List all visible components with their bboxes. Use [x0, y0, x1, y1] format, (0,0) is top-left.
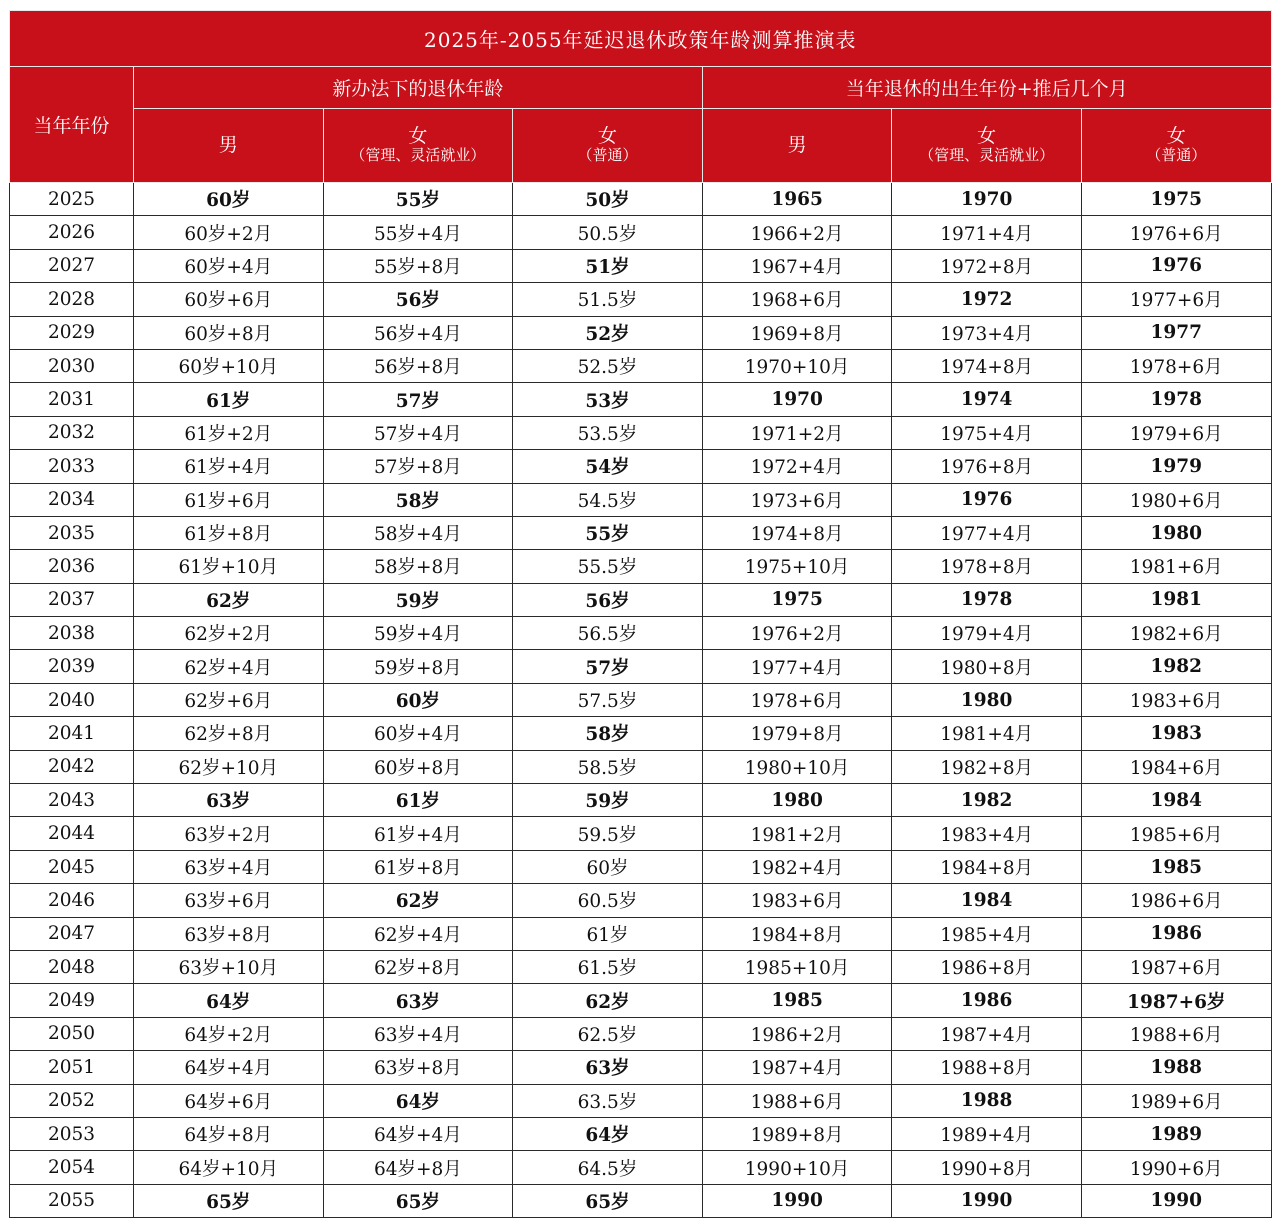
table-row — [10, 1084, 1272, 1117]
cell-female-normal-birth: 1981 — [1081, 583, 1271, 616]
cell-female-mgmt-birth: 1985+4月 — [892, 917, 1082, 950]
cell-female-mgmt-birth: 1983+4月 — [892, 817, 1082, 850]
cell-female-normal-age: 50岁 — [513, 183, 703, 216]
cell-male-age: 62岁+8月 — [134, 717, 324, 750]
cell-male-birth: 1972+4月 — [702, 450, 892, 483]
header-female-normal-birth: 女 （普通） — [1081, 109, 1271, 183]
cell-year: 2054 — [10, 1151, 134, 1184]
cell-male-birth: 1973+6月 — [702, 483, 892, 516]
cell-female-normal-birth: 1980 — [1081, 516, 1271, 549]
table-row — [10, 850, 1272, 883]
table-row — [10, 383, 1272, 416]
cell-female-mgmt-birth: 1990+8月 — [892, 1151, 1082, 1184]
cell-female-mgmt-age: 65岁 — [323, 1184, 513, 1217]
cell-female-normal-birth: 1987+6月 — [1081, 950, 1271, 983]
cell-female-mgmt-birth: 1974+8月 — [892, 349, 1082, 382]
cell-male-birth: 1969+8月 — [702, 316, 892, 349]
table-row — [10, 183, 1272, 216]
cell-year: 2052 — [10, 1084, 134, 1117]
cell-female-normal-birth: 1976+6月 — [1081, 216, 1271, 249]
cell-female-normal-birth: 1977 — [1081, 316, 1271, 349]
table-row — [10, 1151, 1272, 1184]
cell-female-normal-birth: 1976 — [1081, 249, 1271, 282]
cell-male-age: 61岁 — [134, 383, 324, 416]
cell-female-mgmt-birth: 1982 — [892, 784, 1082, 817]
cell-female-normal-age: 62岁 — [513, 984, 703, 1017]
retirement-table-container — [9, 10, 1271, 1218]
cell-year: 2027 — [10, 249, 134, 282]
cell-female-mgmt-birth: 1971+4月 — [892, 216, 1082, 249]
cell-female-normal-birth: 1985 — [1081, 850, 1271, 883]
cell-female-normal-age: 54岁 — [513, 450, 703, 483]
cell-female-mgmt-age: 56岁 — [323, 283, 513, 316]
cell-female-normal-birth: 1989 — [1081, 1117, 1271, 1150]
cell-female-normal-age: 52.5岁 — [513, 349, 703, 382]
cell-year: 2034 — [10, 483, 134, 516]
cell-male-birth: 1990+10月 — [702, 1151, 892, 1184]
cell-female-mgmt-age: 61岁 — [323, 784, 513, 817]
cell-year: 2055 — [10, 1184, 134, 1217]
retirement-age-table — [9, 10, 1272, 1218]
cell-male-age: 60岁+10月 — [134, 349, 324, 382]
cell-female-mgmt-age: 62岁+4月 — [323, 917, 513, 950]
cell-male-birth: 1975+10月 — [702, 550, 892, 583]
cell-female-normal-age: 57.5岁 — [513, 683, 703, 716]
cell-female-mgmt-birth: 1973+4月 — [892, 316, 1082, 349]
cell-female-normal-birth: 1984 — [1081, 784, 1271, 817]
cell-female-mgmt-birth: 1989+4月 — [892, 1117, 1082, 1150]
table-row — [10, 884, 1272, 917]
table-row — [10, 984, 1272, 1017]
cell-year: 2037 — [10, 583, 134, 616]
cell-female-normal-age: 65岁 — [513, 1184, 703, 1217]
cell-male-birth: 1966+2月 — [702, 216, 892, 249]
cell-female-normal-birth: 1978+6月 — [1081, 349, 1271, 382]
cell-year: 2046 — [10, 884, 134, 917]
cell-female-normal-birth: 1989+6月 — [1081, 1084, 1271, 1117]
header-female-mgmt-age: 女 （管理、灵活就业） — [323, 109, 513, 183]
cell-male-birth: 1984+8月 — [702, 917, 892, 950]
cell-male-birth: 1975 — [702, 583, 892, 616]
cell-male-age: 63岁+8月 — [134, 917, 324, 950]
cell-female-normal-birth: 1985+6月 — [1081, 817, 1271, 850]
cell-male-age: 63岁 — [134, 784, 324, 817]
cell-female-mgmt-age: 57岁+4月 — [323, 416, 513, 449]
cell-female-mgmt-birth: 1987+4月 — [892, 1017, 1082, 1050]
cell-female-normal-birth: 1982 — [1081, 650, 1271, 683]
cell-male-birth: 1981+2月 — [702, 817, 892, 850]
cell-female-normal-age: 50.5岁 — [513, 216, 703, 249]
cell-female-mgmt-birth: 1975+4月 — [892, 416, 1082, 449]
cell-year: 2044 — [10, 817, 134, 850]
cell-year: 2030 — [10, 349, 134, 382]
cell-female-normal-birth: 1979+6月 — [1081, 416, 1271, 449]
table-row — [10, 1184, 1272, 1217]
cell-female-mgmt-birth: 1988+8月 — [892, 1051, 1082, 1084]
cell-male-birth: 1977+4月 — [702, 650, 892, 683]
cell-female-mgmt-birth: 1970 — [892, 183, 1082, 216]
cell-year: 2051 — [10, 1051, 134, 1084]
cell-female-normal-birth: 1986 — [1081, 917, 1271, 950]
cell-female-normal-age: 53岁 — [513, 383, 703, 416]
table-row — [10, 450, 1272, 483]
cell-female-mgmt-age: 59岁+4月 — [323, 617, 513, 650]
cell-year: 2032 — [10, 416, 134, 449]
cell-female-normal-age: 63岁 — [513, 1051, 703, 1084]
table-row — [10, 750, 1272, 783]
cell-year: 2041 — [10, 717, 134, 750]
cell-male-age: 62岁+2月 — [134, 617, 324, 650]
cell-female-normal-age: 59岁 — [513, 784, 703, 817]
cell-male-age: 64岁+4月 — [134, 1051, 324, 1084]
cell-male-birth: 1976+2月 — [702, 617, 892, 650]
cell-female-normal-birth: 1977+6月 — [1081, 283, 1271, 316]
cell-female-mgmt-age: 60岁+4月 — [323, 717, 513, 750]
cell-female-mgmt-age: 64岁+8月 — [323, 1151, 513, 1184]
cell-male-age: 64岁+10月 — [134, 1151, 324, 1184]
cell-year: 2049 — [10, 984, 134, 1017]
cell-female-normal-birth: 1975 — [1081, 183, 1271, 216]
table-row — [10, 917, 1272, 950]
cell-female-normal-age: 58.5岁 — [513, 750, 703, 783]
cell-female-normal-age: 53.5岁 — [513, 416, 703, 449]
table-row — [10, 717, 1272, 750]
cell-male-birth: 1970+10月 — [702, 349, 892, 382]
cell-year: 2033 — [10, 450, 134, 483]
cell-male-age: 60岁 — [134, 183, 324, 216]
cell-female-mgmt-age: 60岁+8月 — [323, 750, 513, 783]
cell-male-birth: 1978+6月 — [702, 683, 892, 716]
table-row — [10, 650, 1272, 683]
cell-female-mgmt-age: 64岁 — [323, 1084, 513, 1117]
cell-year: 2038 — [10, 617, 134, 650]
cell-female-normal-age: 64.5岁 — [513, 1151, 703, 1184]
cell-female-normal-age: 57岁 — [513, 650, 703, 683]
cell-male-age: 61岁+2月 — [134, 416, 324, 449]
header-male-age: 男 — [134, 109, 324, 183]
cell-female-mgmt-age: 63岁 — [323, 984, 513, 1017]
cell-female-mgmt-birth: 1974 — [892, 383, 1082, 416]
table-row — [10, 950, 1272, 983]
table-row — [10, 817, 1272, 850]
cell-female-mgmt-age: 63岁+8月 — [323, 1051, 513, 1084]
cell-female-normal-birth: 1978 — [1081, 383, 1271, 416]
table-row — [10, 583, 1272, 616]
table-row — [10, 416, 1272, 449]
cell-year: 2048 — [10, 950, 134, 983]
cell-male-age: 64岁+2月 — [134, 1017, 324, 1050]
cell-male-birth: 1990 — [702, 1184, 892, 1217]
cell-male-birth: 1983+6月 — [702, 884, 892, 917]
cell-male-age: 62岁+10月 — [134, 750, 324, 783]
cell-year: 2035 — [10, 516, 134, 549]
cell-male-age: 64岁 — [134, 984, 324, 1017]
cell-male-birth: 1988+6月 — [702, 1084, 892, 1117]
cell-female-normal-birth: 1987+6岁 — [1081, 984, 1271, 1017]
cell-male-birth: 1986+2月 — [702, 1017, 892, 1050]
cell-male-birth: 1965 — [702, 183, 892, 216]
cell-female-mgmt-age: 58岁+8月 — [323, 550, 513, 583]
cell-male-age: 63岁+2月 — [134, 817, 324, 850]
table-row — [10, 1051, 1272, 1084]
table-row — [10, 316, 1272, 349]
cell-female-mgmt-birth: 1982+8月 — [892, 750, 1082, 783]
cell-year: 2053 — [10, 1117, 134, 1150]
cell-female-mgmt-age: 59岁 — [323, 583, 513, 616]
cell-female-normal-age: 55.5岁 — [513, 550, 703, 583]
table-row — [10, 683, 1272, 716]
cell-female-normal-age: 62.5岁 — [513, 1017, 703, 1050]
cell-male-birth: 1967+4月 — [702, 249, 892, 282]
cell-female-normal-birth: 1988+6月 — [1081, 1017, 1271, 1050]
cell-female-mgmt-age: 58岁 — [323, 483, 513, 516]
cell-female-normal-birth: 1983+6月 — [1081, 683, 1271, 716]
cell-male-age: 60岁+6月 — [134, 283, 324, 316]
cell-female-mgmt-birth: 1986+8月 — [892, 950, 1082, 983]
cell-male-age: 60岁+4月 — [134, 249, 324, 282]
header-female-normal-age: 女 （普通） — [513, 109, 703, 183]
cell-year: 2031 — [10, 383, 134, 416]
table-row — [10, 483, 1272, 516]
cell-year: 2026 — [10, 216, 134, 249]
cell-male-age: 64岁+6月 — [134, 1084, 324, 1117]
cell-female-mgmt-birth: 1972+8月 — [892, 249, 1082, 282]
cell-year: 2039 — [10, 650, 134, 683]
cell-female-mgmt-birth: 1984+8月 — [892, 850, 1082, 883]
cell-male-birth: 1970 — [702, 383, 892, 416]
cell-female-mgmt-age: 60岁 — [323, 683, 513, 716]
cell-female-normal-birth: 1982+6月 — [1081, 617, 1271, 650]
cell-female-mgmt-birth: 1978+8月 — [892, 550, 1082, 583]
header-female-mgmt-birth: 女 （管理、灵活就业） — [892, 109, 1082, 183]
cell-female-normal-age: 63.5岁 — [513, 1084, 703, 1117]
cell-female-normal-birth: 1980+6月 — [1081, 483, 1271, 516]
cell-male-birth: 1974+8月 — [702, 516, 892, 549]
table-title: 2025年-2055年延迟退休政策年龄测算推演表 — [10, 11, 1272, 67]
table-row — [10, 349, 1272, 382]
cell-female-normal-birth: 1979 — [1081, 450, 1271, 483]
cell-year: 2045 — [10, 850, 134, 883]
cell-year: 2028 — [10, 283, 134, 316]
cell-male-birth: 1971+2月 — [702, 416, 892, 449]
cell-female-mgmt-birth: 1988 — [892, 1084, 1082, 1117]
cell-female-normal-birth: 1986+6月 — [1081, 884, 1271, 917]
cell-female-normal-age: 61岁 — [513, 917, 703, 950]
cell-male-birth: 1982+4月 — [702, 850, 892, 883]
cell-female-mgmt-birth: 1976 — [892, 483, 1082, 516]
cell-female-mgmt-birth: 1980 — [892, 683, 1082, 716]
cell-male-age: 64岁+8月 — [134, 1117, 324, 1150]
cell-year: 2040 — [10, 683, 134, 716]
cell-male-age: 62岁 — [134, 583, 324, 616]
cell-female-normal-birth: 1981+6月 — [1081, 550, 1271, 583]
cell-male-birth: 1980+10月 — [702, 750, 892, 783]
table-row — [10, 784, 1272, 817]
cell-female-normal-age: 52岁 — [513, 316, 703, 349]
cell-female-mgmt-age: 61岁+8月 — [323, 850, 513, 883]
cell-female-mgmt-age: 56岁+4月 — [323, 316, 513, 349]
cell-male-age: 63岁+6月 — [134, 884, 324, 917]
cell-female-normal-age: 56岁 — [513, 583, 703, 616]
cell-female-normal-birth: 1983 — [1081, 717, 1271, 750]
table-row — [10, 516, 1272, 549]
cell-year: 2047 — [10, 917, 134, 950]
table-row — [10, 283, 1272, 316]
cell-year: 2050 — [10, 1017, 134, 1050]
cell-male-age: 65岁 — [134, 1184, 324, 1217]
cell-female-mgmt-birth: 1972 — [892, 283, 1082, 316]
cell-female-mgmt-age: 62岁+8月 — [323, 950, 513, 983]
cell-female-mgmt-birth: 1980+8月 — [892, 650, 1082, 683]
table-row — [10, 1117, 1272, 1150]
cell-male-birth: 1980 — [702, 784, 892, 817]
cell-female-normal-age: 51.5岁 — [513, 283, 703, 316]
cell-female-mgmt-age: 57岁 — [323, 383, 513, 416]
cell-male-age: 62岁+6月 — [134, 683, 324, 716]
cell-female-mgmt-age: 64岁+4月 — [323, 1117, 513, 1150]
cell-female-mgmt-age: 56岁+8月 — [323, 349, 513, 382]
cell-female-normal-age: 55岁 — [513, 516, 703, 549]
table-row — [10, 1017, 1272, 1050]
cell-female-normal-birth: 1988 — [1081, 1051, 1271, 1084]
cell-female-mgmt-birth: 1977+4月 — [892, 516, 1082, 549]
header-year: 当年年份 — [10, 67, 134, 183]
table-body — [10, 183, 1272, 1218]
cell-female-mgmt-age: 59岁+8月 — [323, 650, 513, 683]
cell-male-age: 61岁+4月 — [134, 450, 324, 483]
cell-male-age: 62岁+4月 — [134, 650, 324, 683]
cell-male-age: 61岁+10月 — [134, 550, 324, 583]
cell-male-age: 60岁+8月 — [134, 316, 324, 349]
cell-female-normal-age: 60岁 — [513, 850, 703, 883]
cell-female-mgmt-birth: 1984 — [892, 884, 1082, 917]
cell-female-normal-birth: 1984+6月 — [1081, 750, 1271, 783]
cell-male-age: 61岁+8月 — [134, 516, 324, 549]
cell-male-birth: 1968+6月 — [702, 283, 892, 316]
cell-female-mgmt-age: 61岁+4月 — [323, 817, 513, 850]
cell-year: 2025 — [10, 183, 134, 216]
cell-female-normal-birth: 1990+6月 — [1081, 1151, 1271, 1184]
cell-female-mgmt-birth: 1976+8月 — [892, 450, 1082, 483]
cell-male-birth: 1989+8月 — [702, 1117, 892, 1150]
cell-female-mgmt-birth: 1986 — [892, 984, 1082, 1017]
table-row — [10, 216, 1272, 249]
cell-female-mgmt-age: 55岁+4月 — [323, 216, 513, 249]
header-group-birth-year: 当年退休的出生年份+推后几个月 — [702, 67, 1271, 109]
cell-female-mgmt-birth: 1990 — [892, 1184, 1082, 1217]
cell-year: 2042 — [10, 750, 134, 783]
cell-male-age: 63岁+10月 — [134, 950, 324, 983]
cell-female-mgmt-birth: 1981+4月 — [892, 717, 1082, 750]
cell-male-birth: 1985+10月 — [702, 950, 892, 983]
cell-male-age: 60岁+2月 — [134, 216, 324, 249]
cell-male-age: 63岁+4月 — [134, 850, 324, 883]
cell-year: 2043 — [10, 784, 134, 817]
cell-year: 2036 — [10, 550, 134, 583]
cell-female-normal-age: 59.5岁 — [513, 817, 703, 850]
cell-female-normal-birth: 1990 — [1081, 1184, 1271, 1217]
cell-female-mgmt-age: 57岁+8月 — [323, 450, 513, 483]
cell-female-normal-age: 60.5岁 — [513, 884, 703, 917]
cell-female-normal-age: 58岁 — [513, 717, 703, 750]
cell-female-normal-age: 51岁 — [513, 249, 703, 282]
cell-female-mgmt-age: 58岁+4月 — [323, 516, 513, 549]
cell-female-normal-age: 56.5岁 — [513, 617, 703, 650]
cell-male-birth: 1987+4月 — [702, 1051, 892, 1084]
cell-male-age: 61岁+6月 — [134, 483, 324, 516]
cell-year: 2029 — [10, 316, 134, 349]
table-row — [10, 550, 1272, 583]
cell-female-mgmt-age: 62岁 — [323, 884, 513, 917]
header-group-retirement-age: 新办法下的退休年龄 — [134, 67, 703, 109]
cell-female-normal-age: 61.5岁 — [513, 950, 703, 983]
cell-female-mgmt-age: 63岁+4月 — [323, 1017, 513, 1050]
cell-male-birth: 1979+8月 — [702, 717, 892, 750]
header-male-birth: 男 — [702, 109, 892, 183]
table-row — [10, 617, 1272, 650]
table-row — [10, 249, 1272, 282]
cell-female-normal-age: 64岁 — [513, 1117, 703, 1150]
cell-female-mgmt-birth: 1978 — [892, 583, 1082, 616]
cell-female-mgmt-age: 55岁 — [323, 183, 513, 216]
cell-female-mgmt-birth: 1979+4月 — [892, 617, 1082, 650]
cell-female-mgmt-age: 55岁+8月 — [323, 249, 513, 282]
cell-female-normal-age: 54.5岁 — [513, 483, 703, 516]
cell-male-birth: 1985 — [702, 984, 892, 1017]
